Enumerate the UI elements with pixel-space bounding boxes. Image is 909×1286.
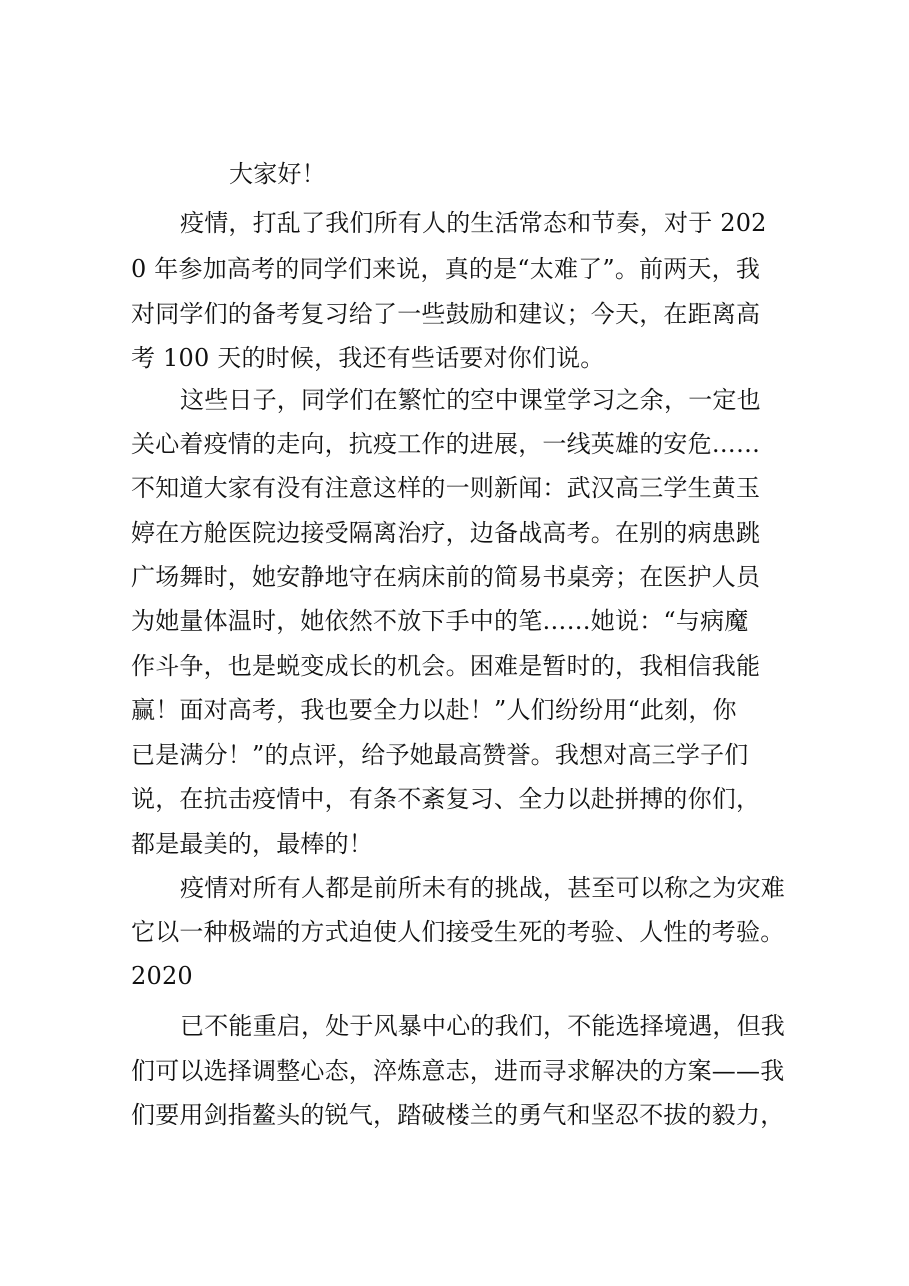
paragraph-2-line-8: 赢！面对高考，我也要全力以赴！”人们纷纷用“此刻，你 [131, 696, 737, 724]
paragraph-2-line-10: 说，在抗击疫情中，有条不紊复习、全力以赴拼搏的你们， [131, 785, 761, 813]
paragraph-2-line-7: 作斗争，也是蜕变成长的机会。困难是暂时的，我相信我能 [131, 652, 761, 680]
paragraph-2-line-6: 为她量体温时，她依然不放下手中的笔……她说：“与病魔 [131, 607, 749, 635]
paragraph-4-line-1: 已不能重启，处于风暴中心的我们，不能选择境遇，但我 [180, 1012, 785, 1040]
paragraph-4-line-3: 们要用剑指鳌头的锐气，踏破楼兰的勇气和坚忍不拔的毅力， [131, 1101, 785, 1129]
paragraph-3-line-1: 疫情对所有人都是前所未有的挑战，甚至可以称之为灾难 [180, 874, 785, 902]
paragraph-2-line-2: 关心着疫情的走向，抗疫工作的进展，一线英雄的安危…… [131, 430, 761, 458]
paragraph-4-line-2: 们可以选择调整心态，淬炼意志，进而寻求解决的方案——我 [131, 1057, 785, 1085]
paragraph-2-line-4: 婷在方舱医院边接受隔离治疗，边备战高考。在别的病患跳 [131, 519, 761, 547]
paragraph-2-line-5: 广场舞时，她安静地守在病床前的简易书桌旁；在医护人员 [131, 563, 761, 591]
paragraph-3-line-2: 它以一种极端的方式迫使人们接受生死的考验、人性的考验。 [131, 918, 785, 946]
paragraph-2-line-3: 不知道大家有没有注意这样的一则新闻：武汉高三学生黄玉 [131, 474, 761, 502]
paragraph-1-line-3: 对同学们的备考复习给了一些鼓励和建议；今天，在距离高 [131, 300, 761, 328]
paragraph-1-line-1: 疫情，打乱了我们所有人的生活常态和节奏，对于 202 [180, 209, 767, 237]
greeting: 大家好！ [229, 160, 326, 188]
paragraph-3-line-3: 2020 [131, 962, 193, 990]
paragraph-2-line-9: 已是满分！”的点评，给予她最高赞誉。我想对高三学子们 [131, 741, 749, 769]
paragraph-1-line-4: 考 100 天的时候，我还有些话要对你们说。 [131, 344, 605, 372]
paragraph-1-line-2: 0 年参加高考的同学们来说，真的是“太难了”。前两天，我 [131, 255, 761, 283]
paragraph-2-line-11: 都是最美的，最棒的！ [131, 830, 373, 858]
paragraph-2-line-1: 这些日子，同学们在繁忙的空中课堂学习之余，一定也 [180, 386, 761, 414]
